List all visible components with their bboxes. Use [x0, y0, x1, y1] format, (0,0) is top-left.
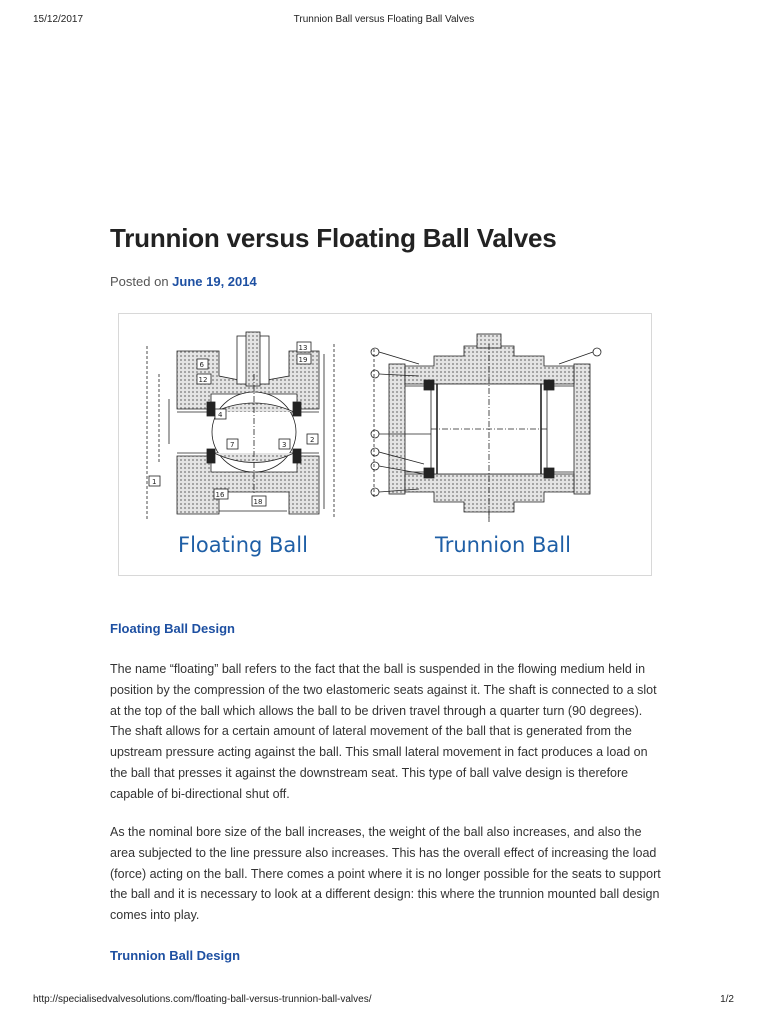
part-label: 6: [199, 361, 204, 369]
post-date-link[interactable]: June 19, 2014: [172, 274, 257, 289]
part-label: 7: [230, 441, 235, 449]
part-label: 2: [310, 436, 315, 444]
part-label: 16: [215, 491, 225, 499]
floating-ball-caption: Floating Ball: [178, 533, 308, 557]
trunnion-ball-heading: Trunnion Ball Design: [110, 948, 241, 963]
page-number: 1/2: [720, 994, 734, 1005]
print-url: http://specialisedvalvesolutions.com/floating-ball-versus-trunnion-ball-valves/: [33, 994, 372, 1005]
part-label: 18: [253, 498, 263, 506]
part-label: 1: [152, 478, 157, 486]
posted-on-label: Posted on: [110, 274, 169, 289]
trunnion-ball-diagram: [371, 334, 601, 522]
part-label: 4: [218, 411, 223, 419]
print-date: 15/12/2017: [33, 14, 84, 25]
floating-ball-paragraph-2: As the nominal bore size of the ball increases, the weight of the ball also increases, and also the area subjected to the line pressure also increases. This has the overall effect of increasing the load (force) acting on the ball. There comes a point where it is no longer possible for the seats to support the ball and it is necessary to look at a different design: this where the trunnion mounted ball design comes into play.: [110, 825, 661, 923]
article: [110, 222, 662, 289]
print-header: [0, 14, 768, 28]
floating-ball-paragraph-1: The name “floating” ball refers to the fact that the ball is suspended in the flowing medium held in position by the compression of the two elastomeric seats against it. The shaft is connected to a slot at the top of the ball which allows the ball to be driven travel through a quarter turn (90 degrees). The shaft allows for a certain amount of lateral movement of the ball that is generated from the upstream pressure acting against the ball. This small lateral movement in fact produces a load on the ball that presses it against the downstream seat. This type of ball valve design is therefore capable of bi-directional shut off.: [110, 662, 657, 801]
print-title: Trunnion Ball versus Floating Ball Valves: [293, 14, 475, 25]
post-meta: [110, 274, 662, 289]
valve-comparison-figure: [118, 313, 652, 576]
part-label: 12: [198, 376, 208, 384]
article-title: Trunnion versus Floating Ball Valves: [110, 223, 557, 253]
trunnion-ball-caption: Trunnion Ball: [435, 533, 571, 557]
part-label: 13: [298, 344, 308, 352]
part-label: 3: [282, 441, 287, 449]
part-label: 19: [298, 356, 308, 364]
floating-ball-heading: Floating Ball Design: [110, 621, 235, 636]
valve-diagrams: [119, 314, 653, 577]
